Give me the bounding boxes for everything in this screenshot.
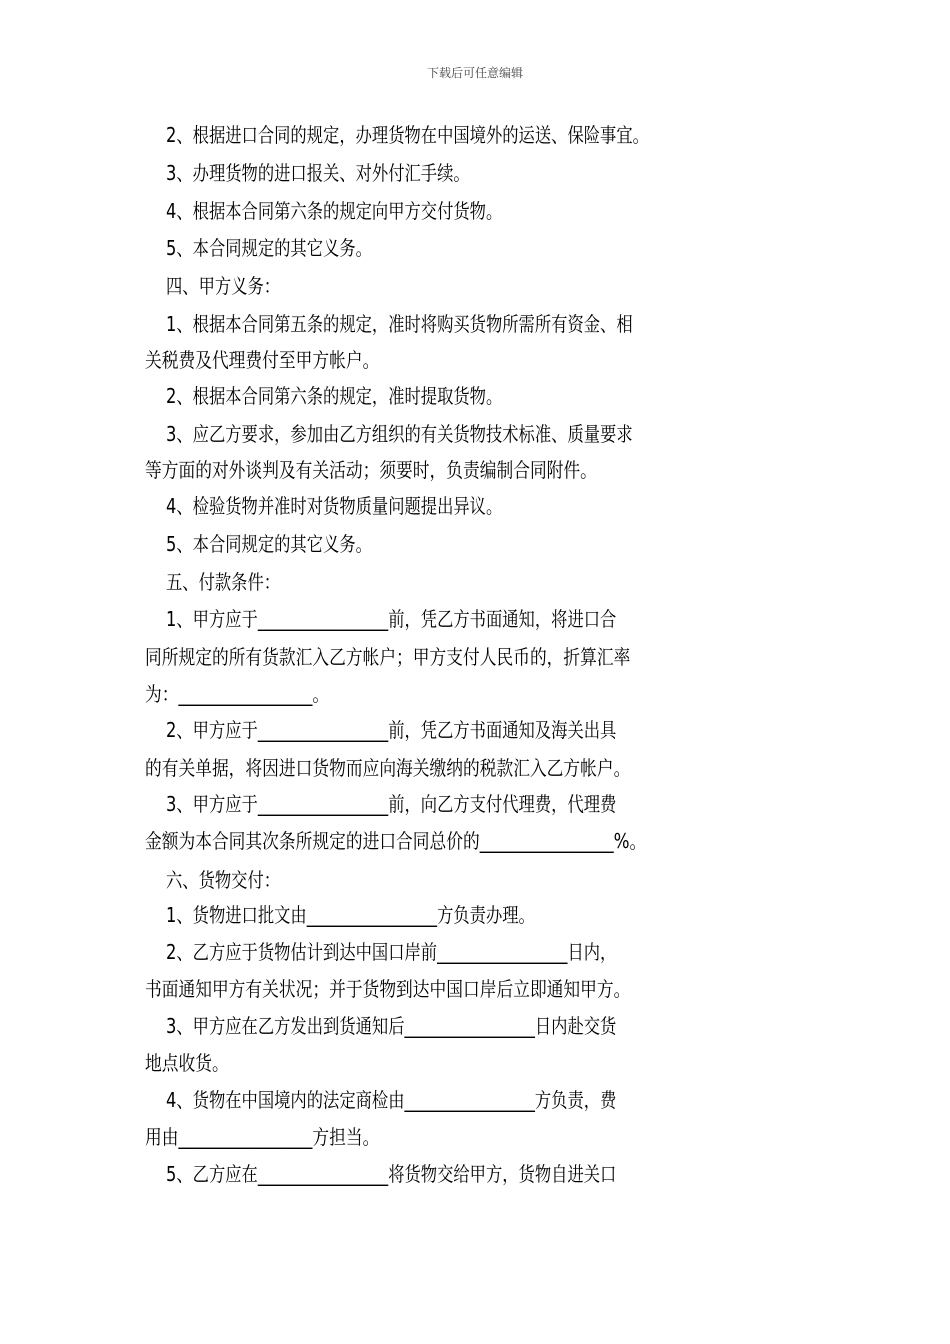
paragraph-line: 3、办理货物的进口报关、对外付汇手续。 (166, 161, 470, 185)
paragraph-line: 4、检验货物并准时对货物质量问题提出异议。 (166, 494, 503, 518)
paragraph-line: 等方面的对外谈判及有关活动；须要时，负责编制合同附件。 (145, 458, 597, 482)
paragraph-line: 书面通知甲方有关状况；并于货物到达中国口岸后立即通知甲方。 (145, 977, 631, 1001)
paragraph-line: 3、应乙方要求，参加由乙方组织的有关货物技术标准、质量要求 (166, 422, 633, 446)
paragraph-line: 2、甲方应于________________前，凭乙方书面通知及海关出具 (166, 718, 617, 742)
paragraph-line: 为：________________。 (145, 682, 330, 706)
paragraph-line: 金额为本合同其次条所规定的进口合同总价的________________%。 (145, 829, 647, 853)
paragraph-line: 用由________________方担当。 (145, 1125, 380, 1149)
paragraph-line: 1、根据本合同第五条的规定，准时将购买货物所需所有资金、相 (166, 312, 633, 336)
paragraph-line: 3、甲方应在乙方发出到货通知后________________日内赴交货 (166, 1014, 617, 1038)
paragraph-line: 2、乙方应于货物估计到达中国口岸前________________日内， (166, 940, 617, 964)
section-heading: 六、货物交付： (166, 868, 281, 892)
paragraph-line: 5、本合同规定的其它义务。 (166, 532, 372, 556)
paragraph-line: 1、甲方应于________________前，凭乙方书面通知，将进口合 (166, 607, 617, 631)
paragraph-line: 5、乙方应在________________将货物交给甲方，货物自进关口 (166, 1162, 617, 1186)
paragraph-line: 3、甲方应于________________前，向乙方支付代理费，代理费 (166, 792, 617, 816)
paragraph-line: 5、本合同规定的其它义务。 (166, 236, 372, 260)
page-header-note: 下载后可任意编辑 (426, 66, 523, 80)
paragraph-line: 同所规定的所有货款汇入乙方帐户；甲方支付人民币的，折算汇率 (145, 645, 631, 669)
section-heading: 五、付款条件： (166, 570, 281, 594)
paragraph-line: 4、货物在中国境内的法定商检由________________方负责，费 (166, 1088, 617, 1112)
section-heading: 四、甲方义务： (166, 274, 281, 298)
paragraph-line: 2、根据本合同第六条的规定，准时提取货物。 (166, 384, 503, 408)
paragraph-line: 2、根据进口合同的规定，办理货物在中国境外的运送、保险事宜。 (166, 123, 649, 147)
paragraph-line: 地点收货。 (145, 1051, 229, 1075)
paragraph-line: 关税费及代理费付至甲方帐户。 (145, 348, 380, 372)
paragraph-line: 1、货物进口批文由________________方负责办理。 (166, 903, 535, 927)
paragraph-line: 的有关单据，将因进口货物而应向海关缴纳的税款汇入乙方帐户。 (145, 756, 631, 780)
paragraph-line: 4、根据本合同第六条的规定向甲方交付货物。 (166, 199, 503, 223)
